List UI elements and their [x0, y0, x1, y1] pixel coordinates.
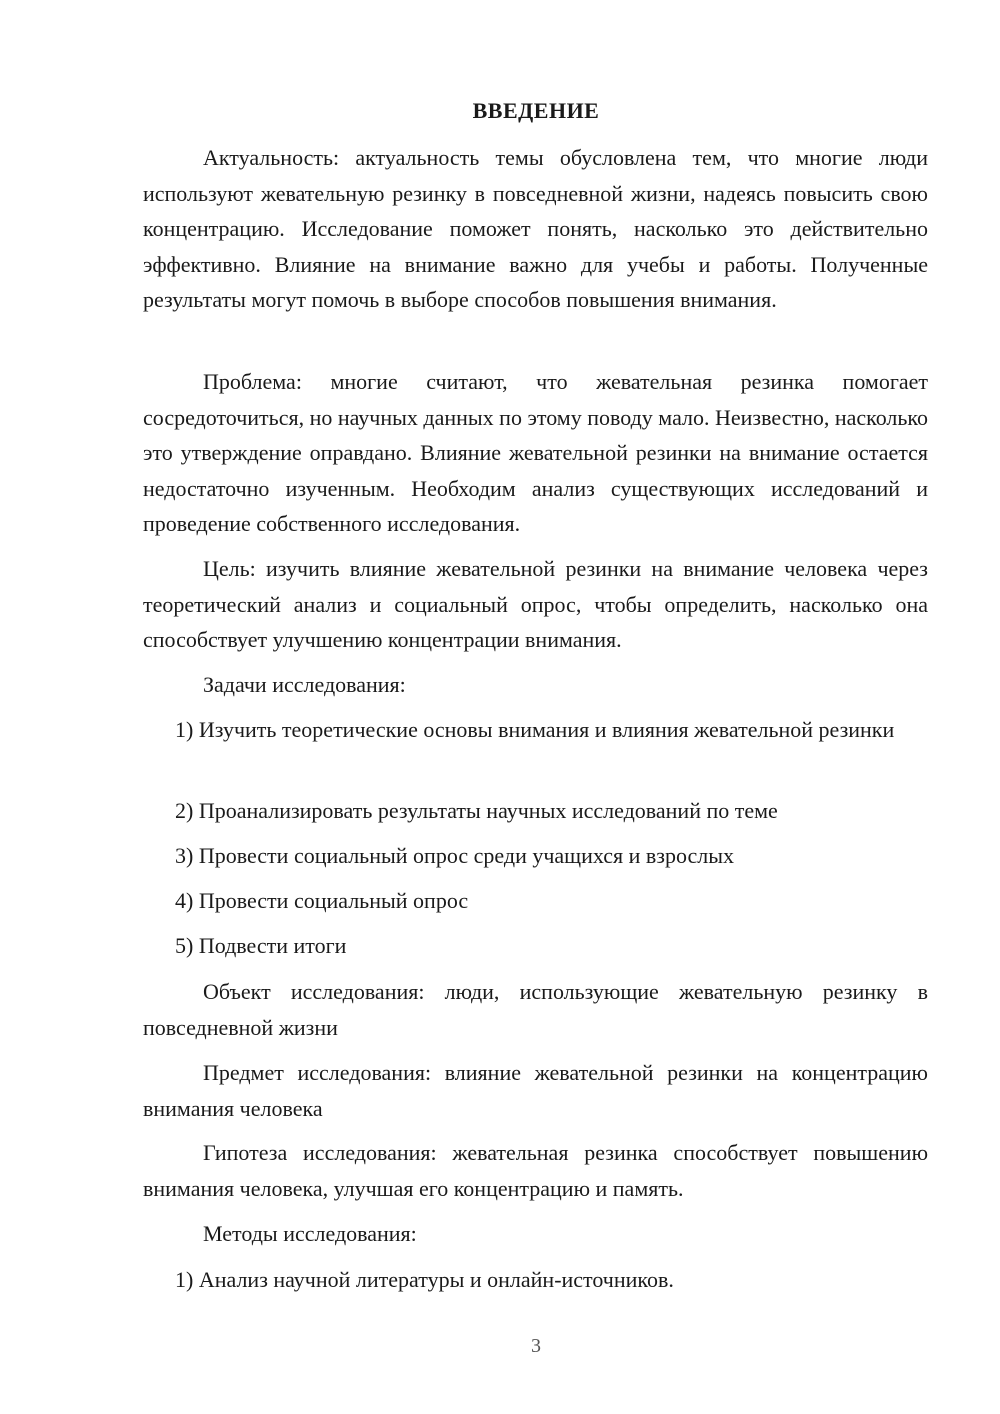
methods-heading: Методы исследования: — [203, 1221, 417, 1246]
task-item: 5) Подвести итоги — [175, 933, 347, 958]
task-item: 3) Провести социальный опрос среди учащихся и взрослых — [175, 843, 735, 868]
hypothesis-paragraph: Гипотеза исследования: жевательная резинка способствует повышению внимания человека, улучшая его концентрацию и память. — [143, 1140, 928, 1201]
subject-paragraph: Предмет исследования: влияние жевательной резинки на концентрацию внимания человека — [143, 1060, 928, 1121]
task-item: 4) Провести социальный опрос — [175, 888, 469, 913]
task-item: 1) Изучить теоретические основы внимания и влияния жевательной резинки — [175, 717, 895, 742]
task-item: 2) Проанализировать результаты научных исследований по теме — [175, 798, 778, 823]
goal-paragraph: Цель: изучить влияние жевательной резинки на внимание человека через теоретический анализ и социальный опрос, чтобы определить, насколько она способствует улучшению концентрации внимания. — [143, 556, 928, 652]
tasks-heading: Задачи исследования: — [203, 672, 406, 697]
problem-paragraph: Проблема: многие считают, что жевательная резинка помогает сосредоточиться, но научных данных по этому поводу мало. Неизвестно, насколько это утверждение оправдано. Влияние жевательной резинки на внимание остается недостаточно изученным. Необходим анализ существующих исследований и проведение собственного исследования. — [143, 369, 929, 536]
page-number: 3 — [531, 1335, 541, 1357]
object-paragraph: Объект исследования: люди, использующие жевательную резинку в повседневной жизни — [143, 979, 928, 1040]
section-title: ВВЕДЕНИЕ — [472, 98, 600, 123]
method-item: 1) Анализ научной литературы и онлайн-источников. — [175, 1267, 674, 1292]
relevance-paragraph: Актуальность: актуальность темы обусловлена тем, что многие люди используют жевательную резинку в повседневной жизни, надеясь повысить свою концентрацию. Исследование поможет понять, насколько это действительно эффективно. Влияние на внимание важно для учебы и работы. Полученные результаты могут помочь в выборе способов повышения внимания. — [143, 145, 928, 312]
